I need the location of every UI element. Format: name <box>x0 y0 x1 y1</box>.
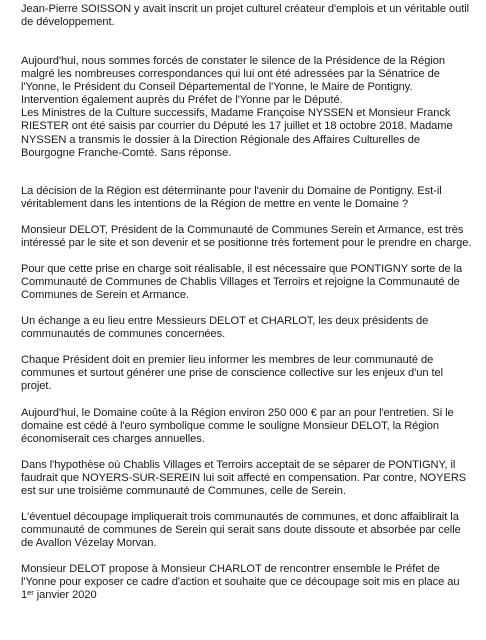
text-line: Monsieur DELOT propose à Monsieur CHARLOT de rencontrer ensemble le Préfet de <box>21 563 440 575</box>
text-line: l'Yonne, le Président du Conseil Départemental de l'Yonne, le Maire de Pontigny. <box>21 81 413 94</box>
text-line: Aujourd'hui, nous sommes forcés de constater le silence de la Présidence de la Région <box>21 55 445 67</box>
date-line <box>21 589 473 602</box>
paragraph-cout-domaine <box>21 407 473 446</box>
text-line: l'Yonne pour exposer ce cadre d'action et souhaite que ce découpage soit mis en place au <box>21 576 460 589</box>
text-line: communauté de communes de Serein qui serait sans doute dissoute et absorbée par celle <box>21 524 461 537</box>
paragraph-echange <box>21 315 473 341</box>
text-line: Pour que cette prise en charge soit réalisable, il est nécessaire que PONTIGNY sorte de la <box>21 263 463 275</box>
text-line: Jean-Pierre SOISSON y avait inscrit un projet culturel créateur d'emplois et un véritable outil <box>21 3 470 15</box>
text-line: Intervention également auprès du Préfet de l'Yonne par le Député. <box>21 94 343 107</box>
text-line: communes et surtout générer une prise de conscience collective sur les enjeux d'un tel <box>21 367 444 380</box>
text-line: Chaque Président doit en premier lieu informer les membres de leur communauté de <box>21 354 434 366</box>
text-line: La décision de la Région est déterminante pour l'avenir du Domaine de Pontigny. Est-il <box>21 185 442 197</box>
text-line: de Avallon Vézelay Morvan. <box>21 537 157 550</box>
text-line: L'éventuel découpage impliquerait trois communautés de communes, et donc affaiblirait la <box>21 511 459 523</box>
text-line: véritablement dans les intentions de la Région de mettre en vente le Domaine ? <box>21 198 409 211</box>
paragraph-delot-interest <box>21 224 473 250</box>
text-line: projet. <box>21 380 52 393</box>
paragraph-chaque-president <box>21 354 473 393</box>
text-line: Un échange a eu lieu entre Messieurs DELOT et CHARLOT, les deux présidents de <box>21 315 429 327</box>
text-line: NYSSEN a transmis le dossier à la Direction Régionale des Affaires Culturelles de <box>21 133 421 146</box>
text-line: RIESTER ont été saisis par courrier du Député les 17 juillet et 18 octobre 2018. Madame <box>21 120 453 133</box>
text-line: de développement. <box>21 16 115 29</box>
paragraph-hypothese <box>21 459 473 498</box>
text-line: faudrait que NOYERS-SUR-SEREIN lui soit affecté en compensation. Par contre, NOYERS <box>21 472 467 485</box>
text-line: économiserait ces charges annuelles. <box>21 433 205 446</box>
text-line: Communauté de Communes de Chablis Villages et Terroirs et rejoigne la Communauté de <box>21 276 460 289</box>
paragraph-rencontre-prefet <box>21 563 473 602</box>
paragraph-decoupage <box>21 511 473 550</box>
date-ordinal-suffix: er <box>27 588 34 598</box>
paragraph-decision-region <box>21 185 473 211</box>
text-line: malgré les nombreuses correspondances qui lui ont été adressées par la Sénatrice de <box>21 68 440 81</box>
text-line: communautés de communes concernées. <box>21 328 226 341</box>
paragraph-prise-en-charge <box>21 263 473 302</box>
text-line: Aujourd'hui, le Domaine coûte à la Région environ 250 000 € par an pour l'entretien. Si le <box>21 407 454 419</box>
text-line: domaine est cédé à l'euro symbolique comme le souligne Monsieur DELOT, la Région <box>21 420 440 433</box>
paragraph-silence-region <box>21 55 473 160</box>
text-line: Communes de Serein et Armance. <box>21 289 190 302</box>
text-line: Bourgogne Franche-Comté. Sans réponse. <box>21 146 232 159</box>
text-line: Dans l'hypothèse où Chablis Villages et Terroirs acceptait de se séparer de PONTIGNY, il <box>21 459 456 471</box>
date-rest: janvier 2020 <box>33 589 97 602</box>
text-line: intéressé par le site et son devenir et se positionne très fortement pour le prendre en charge. <box>21 237 472 250</box>
text-line: Les Ministres de la Culture successifs, Madame Françoise NYSSEN et Monsieur Franck <box>21 107 451 120</box>
text-line: est sur une troisième communauté de Communes, celle de Serein. <box>21 485 346 498</box>
text-line: Monsieur DELOT, Président de la Communauté de Communes Serein et Armance, est très <box>21 224 464 236</box>
date-day: 1 <box>21 589 28 602</box>
paragraph-soisson <box>21 3 473 29</box>
